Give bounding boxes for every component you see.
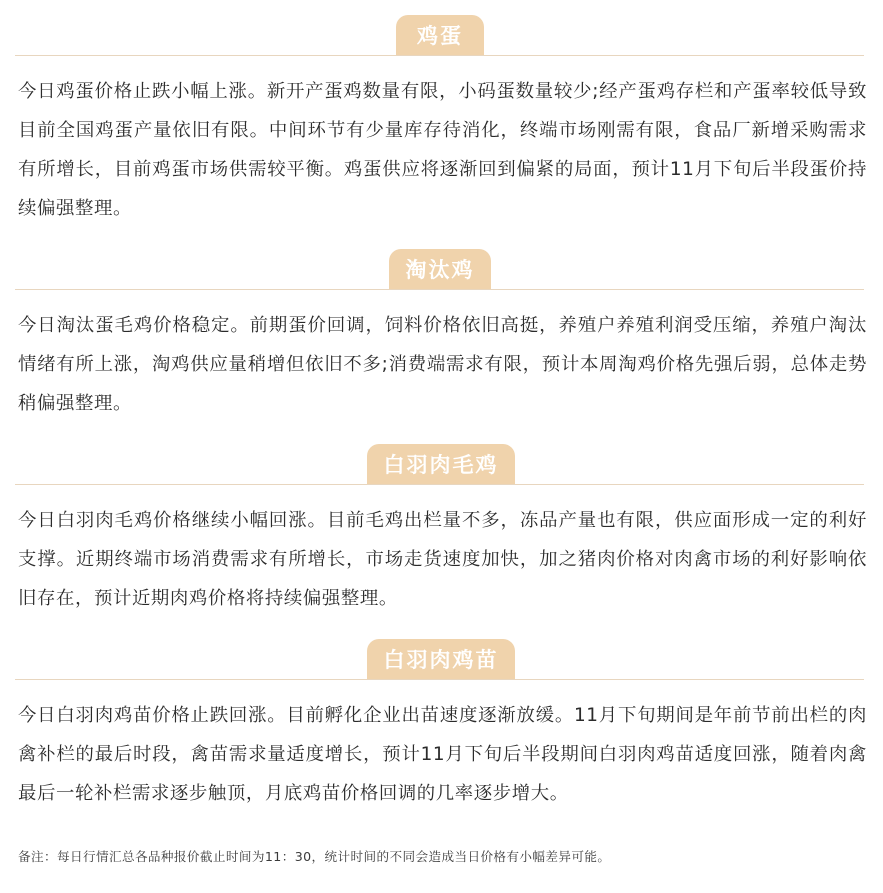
section-body-text: 今日白羽肉毛鸡价格继续小幅回涨。目前毛鸡出栏量不多，冻品产量也有限，供应面形成一定的利好支撑。近期终端市场消费需求有所增长，市场走货速度加快，加之猪肉价格对肉禽市场的利好影响依旧存在，预计近期肉鸡价格将持续偏强整理。 [18, 510, 867, 609]
section-culled-hens [0, 249, 883, 423]
footnote: 备注：每日行情汇总各品种报价截止时间为11：30，统计时间的不同会造成当日价格有小幅差异可能。 [18, 849, 611, 864]
section-eggs [0, 15, 883, 228]
header-divider [15, 289, 864, 290]
section-broiler-chicks [0, 639, 883, 813]
section-header [0, 249, 883, 293]
section-body-text: 今日淘汰蛋毛鸡价格稳定。前期蛋价回调，饲料价格依旧高挺，养殖户养殖利润受压缩，养殖户淘汰情绪有所上涨，淘鸡供应量稍增但依旧不多;消费端需求有限，预计本周淘鸡价格先强后弱，总体走势稍偏强整理。 [18, 315, 867, 414]
header-divider [15, 55, 864, 56]
header-divider [15, 484, 864, 485]
section-header [0, 444, 883, 488]
section-title-tab: 淘汰鸡 [389, 249, 491, 289]
section-body-text: 今日鸡蛋价格止跌小幅上涨。新开产蛋鸡数量有限，小码蛋数量较少;经产蛋鸡存栏和产蛋率较低导致目前全国鸡蛋产量依旧有限。中间环节有少量库存待消化，终端市场刚需有限，食品厂新增采购需求有所增长，目前鸡蛋市场供需较平衡。鸡蛋供应将逐渐回到偏紧的局面，预计11月下旬后半段蛋价持续偏强整理。 [18, 81, 867, 219]
section-title-tab: 白羽肉毛鸡 [367, 444, 515, 484]
section-broiler-live [0, 444, 883, 618]
section-title-tab: 白羽肉鸡苗 [367, 639, 515, 679]
header-divider [15, 679, 864, 680]
section-body-text: 今日白羽肉鸡苗价格止跌回涨。目前孵化企业出苗速度逐渐放缓。11月下旬期间是年前节前出栏的肉禽补栏的最后时段，禽苗需求量适度增长，预计11月下旬后半段期间白羽肉鸡苗适度回涨，随着肉禽最后一轮补栏需求逐步触顶，月底鸡苗价格回调的几率逐步增大。 [18, 705, 867, 804]
section-title-tab: 鸡蛋 [396, 15, 484, 55]
section-header [0, 639, 883, 683]
section-header [0, 15, 883, 59]
